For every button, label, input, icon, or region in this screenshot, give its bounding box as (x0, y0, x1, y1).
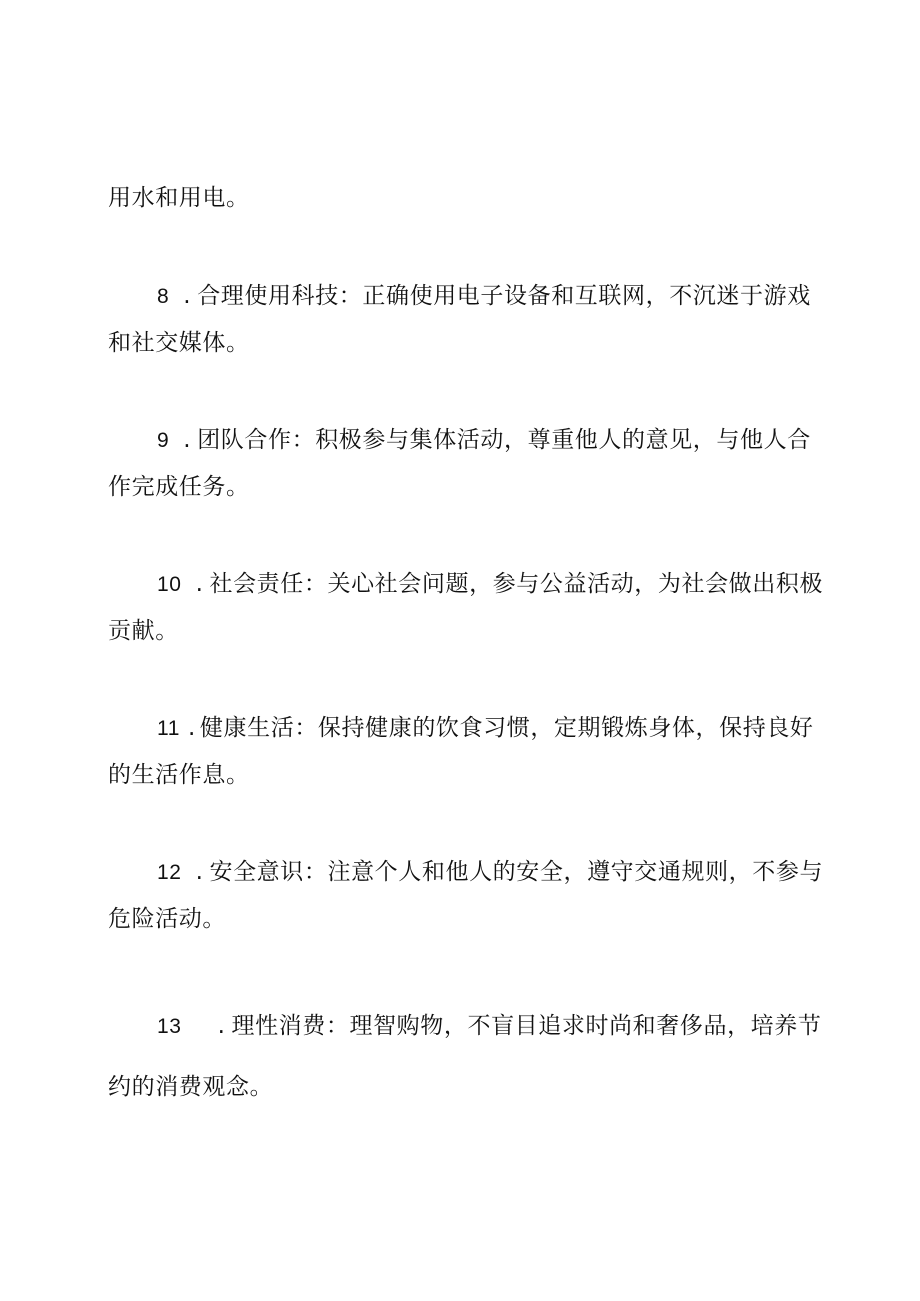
item-text: 理性消费：理智购物，不盲目追求时尚和奢侈品，培养节 (231, 1013, 822, 1039)
item-number: 8 (157, 285, 170, 308)
list-item-12-line1 (157, 857, 823, 888)
item-text: 社会责任：关心社会问题，参与公益活动，为社会做出积极 (209, 571, 824, 597)
list-item-9-line1 (157, 425, 811, 456)
item-text: 安全意识：注意个人和他人的安全，遵守交通规则，不参与 (209, 859, 824, 885)
item-number: 13 (157, 1015, 182, 1038)
item-separator: . (217, 1013, 226, 1039)
item-separator: . (183, 283, 192, 309)
item-text: 合理使用科技：正确使用电子设备和互联网，不沉迷于游戏 (197, 283, 811, 309)
item-separator: . (188, 715, 196, 741)
item-number: 10 (157, 573, 182, 596)
item-number: 9 (157, 429, 170, 452)
list-item-8-line1 (157, 281, 811, 312)
item-number: 11 (157, 717, 180, 740)
item-separator: . (195, 571, 204, 597)
list-item-12-line2: 危险活动。 (108, 906, 226, 932)
item-text: 健康生活：保持健康的饮食习惯，定期锻炼身体，保持良好 (199, 715, 814, 741)
item-separator: . (195, 859, 204, 885)
list-item-9-line2: 作完成任务。 (108, 474, 250, 500)
item-separator: . (183, 427, 192, 453)
list-item-10-line1 (157, 569, 823, 600)
continuation-text: 用水和用电。 (108, 185, 250, 211)
list-item-11-line2: 的生活作息。 (108, 762, 250, 788)
list-item-13-line1 (157, 1011, 821, 1042)
list-item-11-line1 (157, 713, 814, 744)
item-number: 12 (157, 861, 182, 884)
list-item-13-line2: 约的消费观念。 (108, 1074, 274, 1100)
list-item-10-line2: 贡献。 (108, 618, 179, 644)
list-item-8-line2: 和社交媒体。 (108, 330, 250, 356)
item-text: 团队合作：积极参与集体活动，尊重他人的意见，与他人合 (197, 427, 811, 453)
